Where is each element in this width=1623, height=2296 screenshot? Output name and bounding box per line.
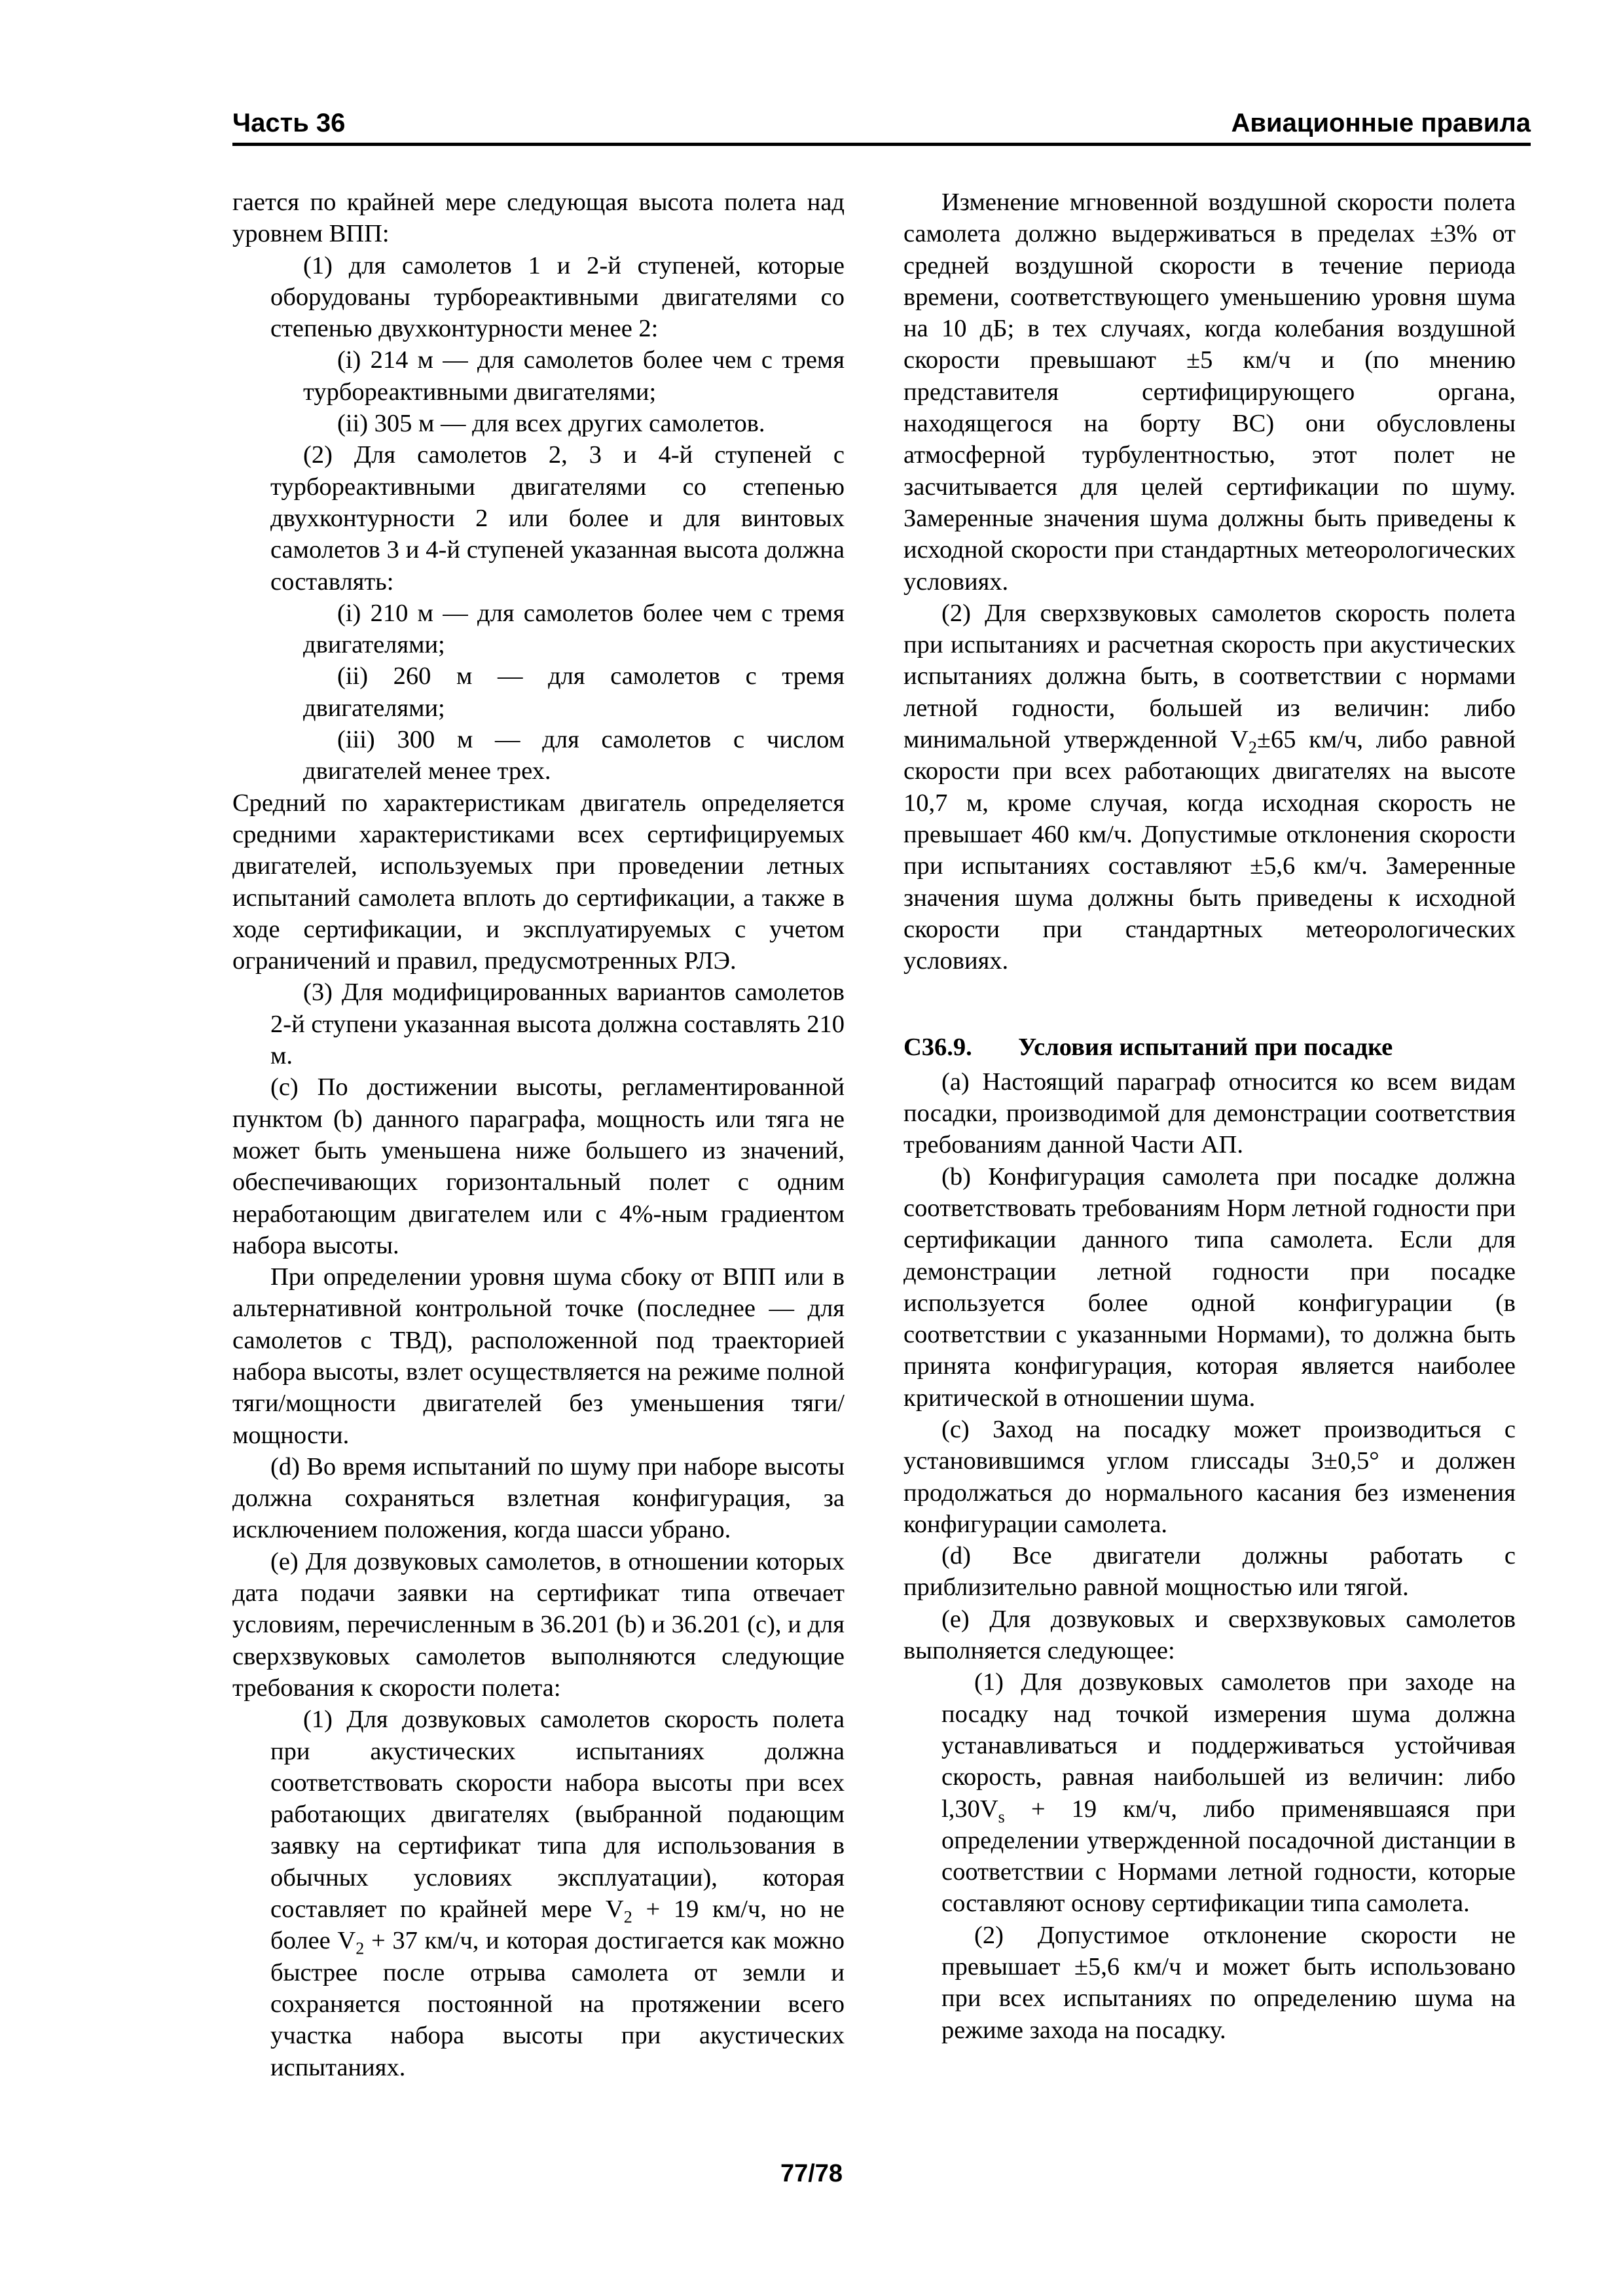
- spacer: [903, 977, 1516, 1005]
- list-item: (ii) 305 м — для всех других самолетов.: [337, 410, 765, 438]
- paragraph: (d) Все двигатели должны работать с приблизительно равной мощностью или тягой.: [903, 1542, 1516, 1602]
- list-item: (1) для самолетов 1 и 2-й ступеней, которые оборудованы турбореактивными двигателями со степенью двухконтурности менее 2:: [270, 251, 845, 343]
- list-item: (i) 210 м — для самолетов более чем с тремя двигателями;: [303, 599, 845, 659]
- paragraph: (е) Для дозвуковых и сверхзвуковых самолетов выполняется следующее:: [903, 1605, 1516, 1665]
- header-part-title: Часть 36: [232, 109, 346, 137]
- paragraph: (с) Заход на посадку может производиться с установившимся углом глиссады 3±0,5° и должен продолжаться до нормального касания без изменения конфигурации самолета.: [903, 1415, 1516, 1538]
- text-run: + 19 км/ч, либо применявшаяся при определении утвержденной посадочной дистанции в соответствии с Нормами летной годности, которые составляют основу сертификации типа самолета.: [941, 1795, 1516, 1918]
- subscript: 2: [356, 1939, 365, 1959]
- subscript: 2: [1248, 738, 1257, 757]
- text-run: + 19 км/ч, но не более V: [270, 1895, 845, 1955]
- list-item: [232, 1704, 845, 2083]
- text-run: (1) Для дозвуковых самолетов скорость полета при акустических испытаниях должна соответствовать скорости набора высоты при всех работающих двигателях (выбранной подающим заявку на сертификат типа для использования в обычных условиях эксплуатации), которая составляет по крайней мере V: [270, 1706, 845, 1924]
- list-item: (3) Для модифицированных вариантов самолетов 2-й ступени указанная высота должна составлять 210 м.: [270, 978, 845, 1070]
- paragraph: (е) Для дозвуковых самолетов, в отношении которых дата подачи заявки на сертификат типа отвечает условиям, перечисленным в 36.201 (b) и 36.201 (с), и для сверхзвуковых самолетов выполняются следующие требования к скорости полета:: [232, 1547, 845, 1702]
- text-run: ±65 км/ч, либо равной скорости при всех работающих двигателях на высоте 10,7 м, кроме случая, когда исходная скорость не превышает 460 км/ч. Допустимые отклонения скорости при испытаниях составляют ±5,6 км/ч. Замеренные значения шума должны быть приведены к исходной скорости при стандартных метеорологических условиях.: [903, 726, 1516, 975]
- paragraph: При определении уровня шума сбоку от ВПП или в альтернативной контрольной точке (последнее — для самолетов с ТВД), расположенной под траекторией набора высоты, взлет осуществляется на режиме полной тяги/мощности двигателей без уменьшения тяги/мощности.: [232, 1263, 845, 1449]
- paragraph: (с) По достижении высоты, регламентированной пунктом (b) данного параграфа, мощность или тяга не может быть уменьшена ниже большего из значений, обеспечивающих горизонтальный полет с одним неработающим двигателем или с 4%-ным градиентом набора высоты.: [232, 1073, 845, 1259]
- list-item: (iii) 300 м — для самолетов с числом двигателей менее трех.: [303, 726, 845, 785]
- subscript: 2: [623, 1907, 632, 1927]
- section-heading: [903, 1031, 1516, 1063]
- right-column: [903, 187, 1516, 2046]
- list-item: (ii) 260 м — для самолетов с тремя двигателями;: [303, 662, 845, 722]
- page-number: 77/78: [780, 2160, 843, 2187]
- left-column: [232, 187, 845, 2083]
- subscript: s: [998, 1807, 1005, 1827]
- paragraph: Средний по характеристикам двигатель определяется средними характеристиками всех сертифицируемых двигателей, используемых при проведении летных испытаний самолета вплоть до сертификации, а также в ходе сертификации, и эксплуатируемых с учетом ограничений и правил, предусмотренных РЛЭ.: [232, 789, 845, 975]
- section-number: С36.9.: [903, 1033, 972, 1062]
- page-header: [232, 105, 1531, 146]
- paragraph: гается по крайней мере следующая высота полета над уровнем ВПП:: [232, 188, 845, 248]
- list-item: (2) Для самолетов 2, 3 и 4-й ступеней с турбореактивными двигателями со степенью двухконтурности 2 или более и для винтовых самолетов 3 и 4-й ступеней указанная высота должна составлять:: [270, 441, 845, 596]
- paragraph: (d) Во время испытаний по шуму при наборе высоты должна сохраняться взлетная конфигурация, за исключением положения, когда шасси убрано.: [232, 1452, 845, 1544]
- text-run: (1) Для дозвуковых самолетов при заходе на посадку над точкой измерения шума должна устанавливаться и поддерживаться устойчивая скорость, равная наибольшей из величин: либо l,30V: [941, 1668, 1516, 1823]
- paragraph: (b) Конфигурация самолета при посадке должна соответствовать требованиям Норм летной годности при сертификации данного типа самолета. Если для демонстрации летной годности при посадке используется более одной конфигурации (в соответствии с указанными Нормами), то должна быть принята конфигурация, которая является наиболее критической в отношении шума.: [903, 1162, 1516, 1412]
- list-item: (i) 214 м — для самолетов более чем с тремя турбореактивными двигателями;: [303, 346, 845, 406]
- paragraph: Изменение мгновенной воздушной скорости полета самолета должно выдерживаться в пределах ±3% от средней воздушной скорости в течение периода времени, соответствующего уменьшению уровня шума на 10 дБ; в тех случаях, когда колебания воздушной скорости превышают ±5 км/ч и (по мнению представителя сертифицирующего органа, находящегося на борту ВС) они обусловлены атмосферной турбулентностью, этот полет не засчитывается для целей сертификации по шуму. Замеренные значения шума должны быть приведены к исходной скорости при стандартных метеорологических условиях.: [903, 188, 1516, 596]
- text-run: (2) Для сверхзвуковых самолетов скорость полета при испытаниях и расчетная скорость при акустических испытаниях должна быть, в соответствии с нормами летной годности, большей из величин: либо минимальной утвержденной V: [903, 599, 1516, 754]
- list-item: (2) Допустимое отклонение скорости не превышает ±5,6 км/ч и может быть использовано при всех испытаниях по определению шума на режиме захода на посадку.: [941, 1921, 1516, 2044]
- header-document-title: Авиационные правила: [1231, 109, 1531, 137]
- text-run: + 37 км/ч, и которая достигается как можно быстрее после отрыва самолета от земли и сохраняется постоянной на протяжении всего участка набора высоты при акустических испытаниях.: [270, 1927, 845, 2081]
- section-title: Условия испытаний при посадке: [1018, 1033, 1393, 1062]
- paragraph: (а) Настоящий параграф относится ко всем видам посадки, производимой для демонстрации соответствия требованиям данной Части АП.: [903, 1067, 1516, 1159]
- paragraph: [903, 598, 1516, 977]
- list-item: [903, 1666, 1516, 1919]
